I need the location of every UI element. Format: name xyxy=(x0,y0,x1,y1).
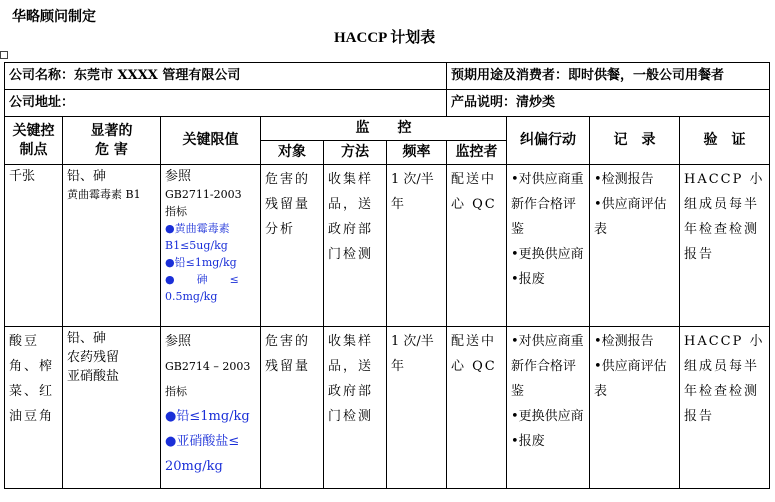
col-hazard-line2: 危 害 xyxy=(95,141,128,158)
limit-item: ●铅≤1mg/kg xyxy=(165,409,250,424)
corrective-cell xyxy=(507,327,590,489)
corrective-cell xyxy=(507,165,590,327)
corrective-item: •更换供应商 xyxy=(511,409,584,424)
method-cell: 收集样品，送政府部门检测 xyxy=(324,327,387,489)
limit-ref: GB2714 – 2003 指标 xyxy=(165,360,251,398)
record-item: •供应商评估表 xyxy=(594,359,667,399)
monitor-cell: 配送中心 QC xyxy=(447,327,507,489)
object-cell: 危害的残留量 xyxy=(261,327,324,489)
record-cell xyxy=(590,327,680,489)
limit-item: ●亚硝酸盐≤ 20mg/kg xyxy=(165,434,240,474)
verify-cell: HACCP 小组成员每半年检查检测报告 xyxy=(680,165,770,327)
limit-ref: 参照 xyxy=(165,169,192,184)
limit-ref: 参照 xyxy=(165,334,192,349)
record-cell xyxy=(590,165,680,327)
limit-item: ●黄曲霉毒素 B1≤5ug/kg xyxy=(165,222,230,252)
col-verify: 验 证 xyxy=(680,117,770,165)
record-item: •供应商评估表 xyxy=(594,197,667,237)
corrective-item: •对供应商重新作合格评鉴 xyxy=(511,334,584,399)
method-cell: 收集样品，送政府部门检测 xyxy=(324,165,387,327)
corrective-item: •更换供应商 xyxy=(511,247,584,262)
frequency-cell: 1 次/半年 xyxy=(387,327,447,489)
col-corrective: 纠偏行动 xyxy=(507,117,590,165)
hazard-line: 铅、砷 xyxy=(67,169,107,184)
record-item: •检测报告 xyxy=(594,334,654,349)
hazard-cell xyxy=(63,165,161,327)
limit-cell xyxy=(161,165,261,327)
frequency-cell: 1 次/半年 xyxy=(387,165,447,327)
table-row xyxy=(5,165,770,327)
ccp-cell: 千张 xyxy=(5,165,63,327)
col-monitor-group: 监 控 xyxy=(261,117,507,141)
corrective-item: •对供应商重新作合格评鉴 xyxy=(511,172,584,237)
company-name: 公司名称：东莞市 XXXX 管理有限公司 xyxy=(5,63,447,90)
col-ccp xyxy=(5,117,63,165)
object-cell: 危害的残留量分析 xyxy=(261,165,324,327)
intended-use: 预期用途及消费者：即时供餐，一般公司用餐者 xyxy=(447,63,770,90)
page-title: HACCP 计划表 xyxy=(334,30,436,46)
hazard-line: 农药残留 xyxy=(67,350,120,365)
col-ccp-line2: 制点 xyxy=(19,141,48,158)
limit-item: ●铅≤1mg/kg xyxy=(165,256,237,269)
corrective-item: •报废 xyxy=(511,434,545,449)
col-ccp-line1: 关键控 xyxy=(12,122,55,139)
col-method: 方法 xyxy=(324,141,387,165)
product-description: 产品说明：清炒类 xyxy=(447,90,770,117)
ccp-cell: 酸豆角、榨菜、红油豆角 xyxy=(5,327,63,489)
monitor-cell: 配送中心 QC xyxy=(447,165,507,327)
company-address: 公司地址： xyxy=(5,90,447,117)
limit-ref: GB2711-2003 指标 xyxy=(165,188,242,218)
document-maker: 华略顾问制定 xyxy=(12,9,96,25)
hazard-line: 铅、砷 xyxy=(67,331,107,346)
limit-item: ● 砷 ≤ 0.5mg/kg xyxy=(165,273,239,303)
col-limit: 关键限值 xyxy=(161,117,261,165)
col-object: 对象 xyxy=(261,141,324,165)
hazard-cell xyxy=(63,327,161,489)
corrective-item: •报废 xyxy=(511,272,545,287)
col-monitor-person: 监控者 xyxy=(447,141,507,165)
table-row xyxy=(5,327,770,489)
record-item: •检测报告 xyxy=(594,172,654,187)
hazard-line: 黄曲霉毒素 B1 xyxy=(67,188,141,201)
col-hazard xyxy=(63,117,161,165)
haccp-table xyxy=(4,62,770,489)
verify-cell: HACCP 小组成员每半年检查检测报告 xyxy=(680,327,770,489)
col-hazard-line1: 显著的 xyxy=(90,122,133,139)
limit-cell xyxy=(161,327,261,489)
col-record: 记 录 xyxy=(590,117,680,165)
hazard-line: 亚硝酸盐 xyxy=(67,369,120,384)
col-frequency: 频率 xyxy=(387,141,447,165)
table-anchor-icon[interactable] xyxy=(0,51,8,59)
